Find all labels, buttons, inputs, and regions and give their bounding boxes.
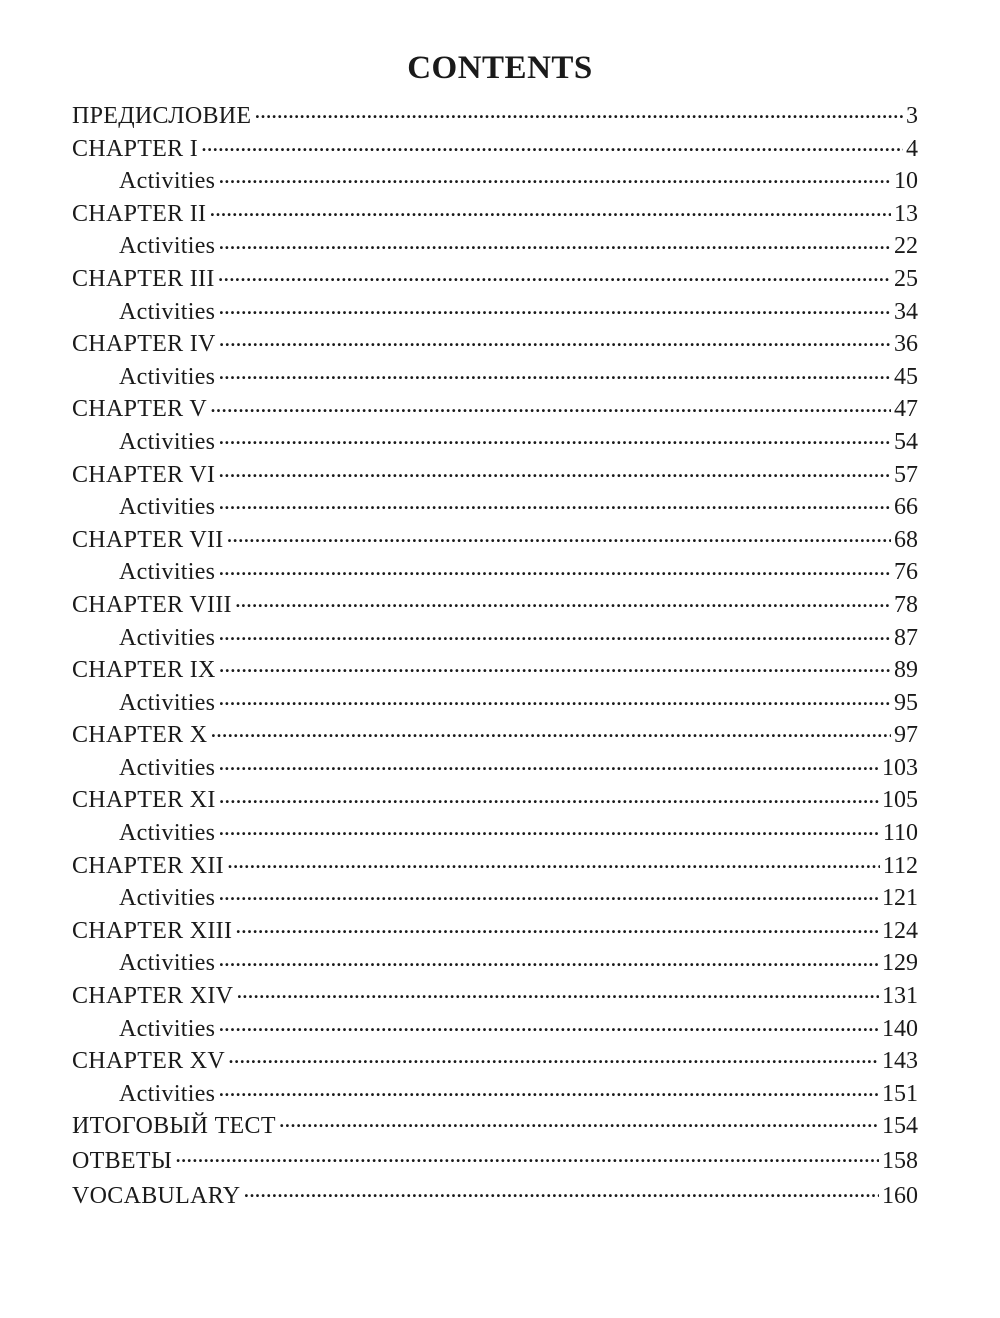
toc-page-number: 66 [894,494,918,521]
dot-leader [218,946,879,970]
toc-page-number: 87 [894,624,918,651]
toc-entry [72,1144,918,1179]
toc-subentry [72,360,918,393]
toc-entry-label: CHAPTER XI [72,787,216,814]
toc-entry-label: CHAPTER III [72,265,215,292]
dot-leader [228,1044,879,1068]
toc-entry-label: Activities [119,885,216,912]
toc-entry-label: CHAPTER V [72,396,207,423]
dot-leader [243,1179,879,1203]
toc-page-number: 47 [894,396,918,423]
toc-entry-label: VOCABULARY [72,1183,241,1210]
toc-page-number: 143 [882,1048,918,1075]
toc-entry [72,99,918,132]
toc-page-number: 112 [882,852,918,879]
toc-page-number: 34 [894,298,918,325]
toc-subentry [72,164,918,197]
dot-leader [218,751,879,775]
toc-page-number: 160 [882,1183,918,1210]
toc-entry [72,392,918,425]
toc-entry [72,588,918,621]
dot-leader [236,979,879,1003]
toc-page-number: 121 [882,885,918,912]
toc-page-number: 131 [882,983,918,1010]
dot-leader [227,523,891,547]
dot-leader [218,1077,879,1101]
toc-entry [72,132,918,165]
toc-entry-label: ПРЕДИСЛОВИЕ [72,103,252,129]
toc-page-number: 105 [882,787,918,814]
toc-entry-label: CHAPTER VI [72,461,216,488]
dot-leader [201,132,903,156]
toc-entry-label: ОТВЕТЫ [72,1148,173,1175]
toc-entry-label: Activities [119,754,216,781]
toc-entry-label: ИТОГОВЫЙ ТЕСТ [72,1113,276,1140]
toc-page-number: 3 [906,103,918,129]
toc-page-number: 89 [894,657,918,684]
dot-leader [209,197,891,221]
toc-entry-label: CHAPTER I [72,135,199,162]
dot-leader [235,914,879,938]
toc-page-number: 140 [882,1015,918,1042]
dot-leader [218,425,891,449]
toc-entry-label: CHAPTER X [72,722,208,749]
toc-subentry [72,751,918,784]
toc-entry-label: Activities [119,233,216,260]
toc-subentry [72,425,918,458]
toc-entry-label: Activities [119,168,216,195]
toc-entry [72,1044,918,1077]
toc-entry-label: CHAPTER XV [72,1048,226,1075]
toc-entry-label: Activities [119,428,216,455]
toc-page-number: 13 [894,200,918,227]
dot-leader [210,718,891,742]
toc-page-number: 154 [882,1113,918,1140]
toc-subentry [72,946,918,979]
toc-page-number: 158 [882,1148,918,1175]
dot-leader [218,490,891,514]
toc-page-number: 25 [894,265,918,292]
dot-leader [218,262,891,286]
toc-page-number: 78 [894,591,918,618]
toc-entry-label: CHAPTER IV [72,331,216,358]
toc-entry-label: Activities [119,689,216,716]
dot-leader [210,392,891,416]
dot-leader [218,621,891,645]
toc-entry [72,783,918,816]
toc-entry [72,979,918,1012]
toc-page-number: 68 [894,526,918,553]
toc-entry-label: Activities [119,298,216,325]
toc-subentry [72,555,918,588]
toc-entry-label: Activities [119,1015,216,1042]
toc-entry-label: Activities [119,1080,216,1107]
toc-entry [72,262,918,295]
dot-leader [218,229,891,253]
toc-page-number: 4 [906,135,918,162]
toc-entry-label: Activities [119,820,216,847]
toc-entry-label: Activities [119,559,216,586]
dot-leader [218,295,891,319]
dot-leader [219,653,891,677]
toc-page-number: 10 [894,168,918,195]
dot-leader [218,816,880,840]
toc-page-number: 45 [894,363,918,390]
toc-subentry [72,1077,918,1110]
toc-entry-label: Activities [119,363,216,390]
dot-leader [175,1144,879,1168]
dot-leader [218,881,879,905]
toc-entry [72,653,918,686]
toc-entry-label: CHAPTER II [72,200,207,227]
dot-leader [227,849,880,873]
toc-entry-label: CHAPTER XII [72,852,224,879]
toc-entry [72,523,918,556]
table-of-contents [72,99,918,1214]
toc-entry [72,458,918,491]
toc-entry-label: CHAPTER VIII [72,591,232,618]
dot-leader [218,686,891,710]
toc-entry [72,718,918,751]
toc-entry [72,327,918,360]
dot-leader [218,458,891,482]
dot-leader [235,588,891,612]
toc-entry-label: CHAPTER IX [72,657,216,684]
toc-entry-label: CHAPTER VII [72,526,224,553]
toc-page-number: 22 [894,233,918,260]
toc-entry-label: Activities [119,494,216,521]
toc-page-number: 97 [894,722,918,749]
dot-leader [254,99,903,123]
toc-subentry [72,621,918,654]
dot-leader [218,1012,879,1036]
toc-page-number: 110 [882,820,918,847]
toc-page-number: 95 [894,689,918,716]
toc-page-number: 129 [882,950,918,977]
toc-subentry [72,1012,918,1045]
toc-entry-label: CHAPTER XIV [72,983,234,1010]
dot-leader [218,360,891,384]
dot-leader [279,1109,879,1133]
toc-page-number: 76 [894,559,918,586]
dot-leader [219,783,879,807]
toc-page-number: 151 [882,1080,918,1107]
toc-page-number: 103 [882,754,918,781]
toc-subentry [72,881,918,914]
dot-leader [218,164,891,188]
dot-leader [218,555,891,579]
toc-entry [72,197,918,230]
toc-subentry [72,686,918,719]
toc-page-number: 124 [882,917,918,944]
toc-entry-label: Activities [119,950,216,977]
toc-entry [72,914,918,947]
toc-page-number: 54 [894,428,918,455]
toc-subentry [72,816,918,849]
toc-subentry [72,295,918,328]
toc-page-number: 57 [894,461,918,488]
toc-entry-label: CHAPTER XIII [72,917,233,944]
toc-page-number: 36 [894,331,918,358]
toc-entry [72,1109,918,1144]
toc-entry-label: Activities [119,624,216,651]
toc-entry [72,1179,918,1214]
toc-entry [72,849,918,882]
toc-subentry [72,229,918,262]
page-title: CONTENTS [407,50,593,86]
toc-subentry [72,490,918,523]
dot-leader [219,327,891,351]
